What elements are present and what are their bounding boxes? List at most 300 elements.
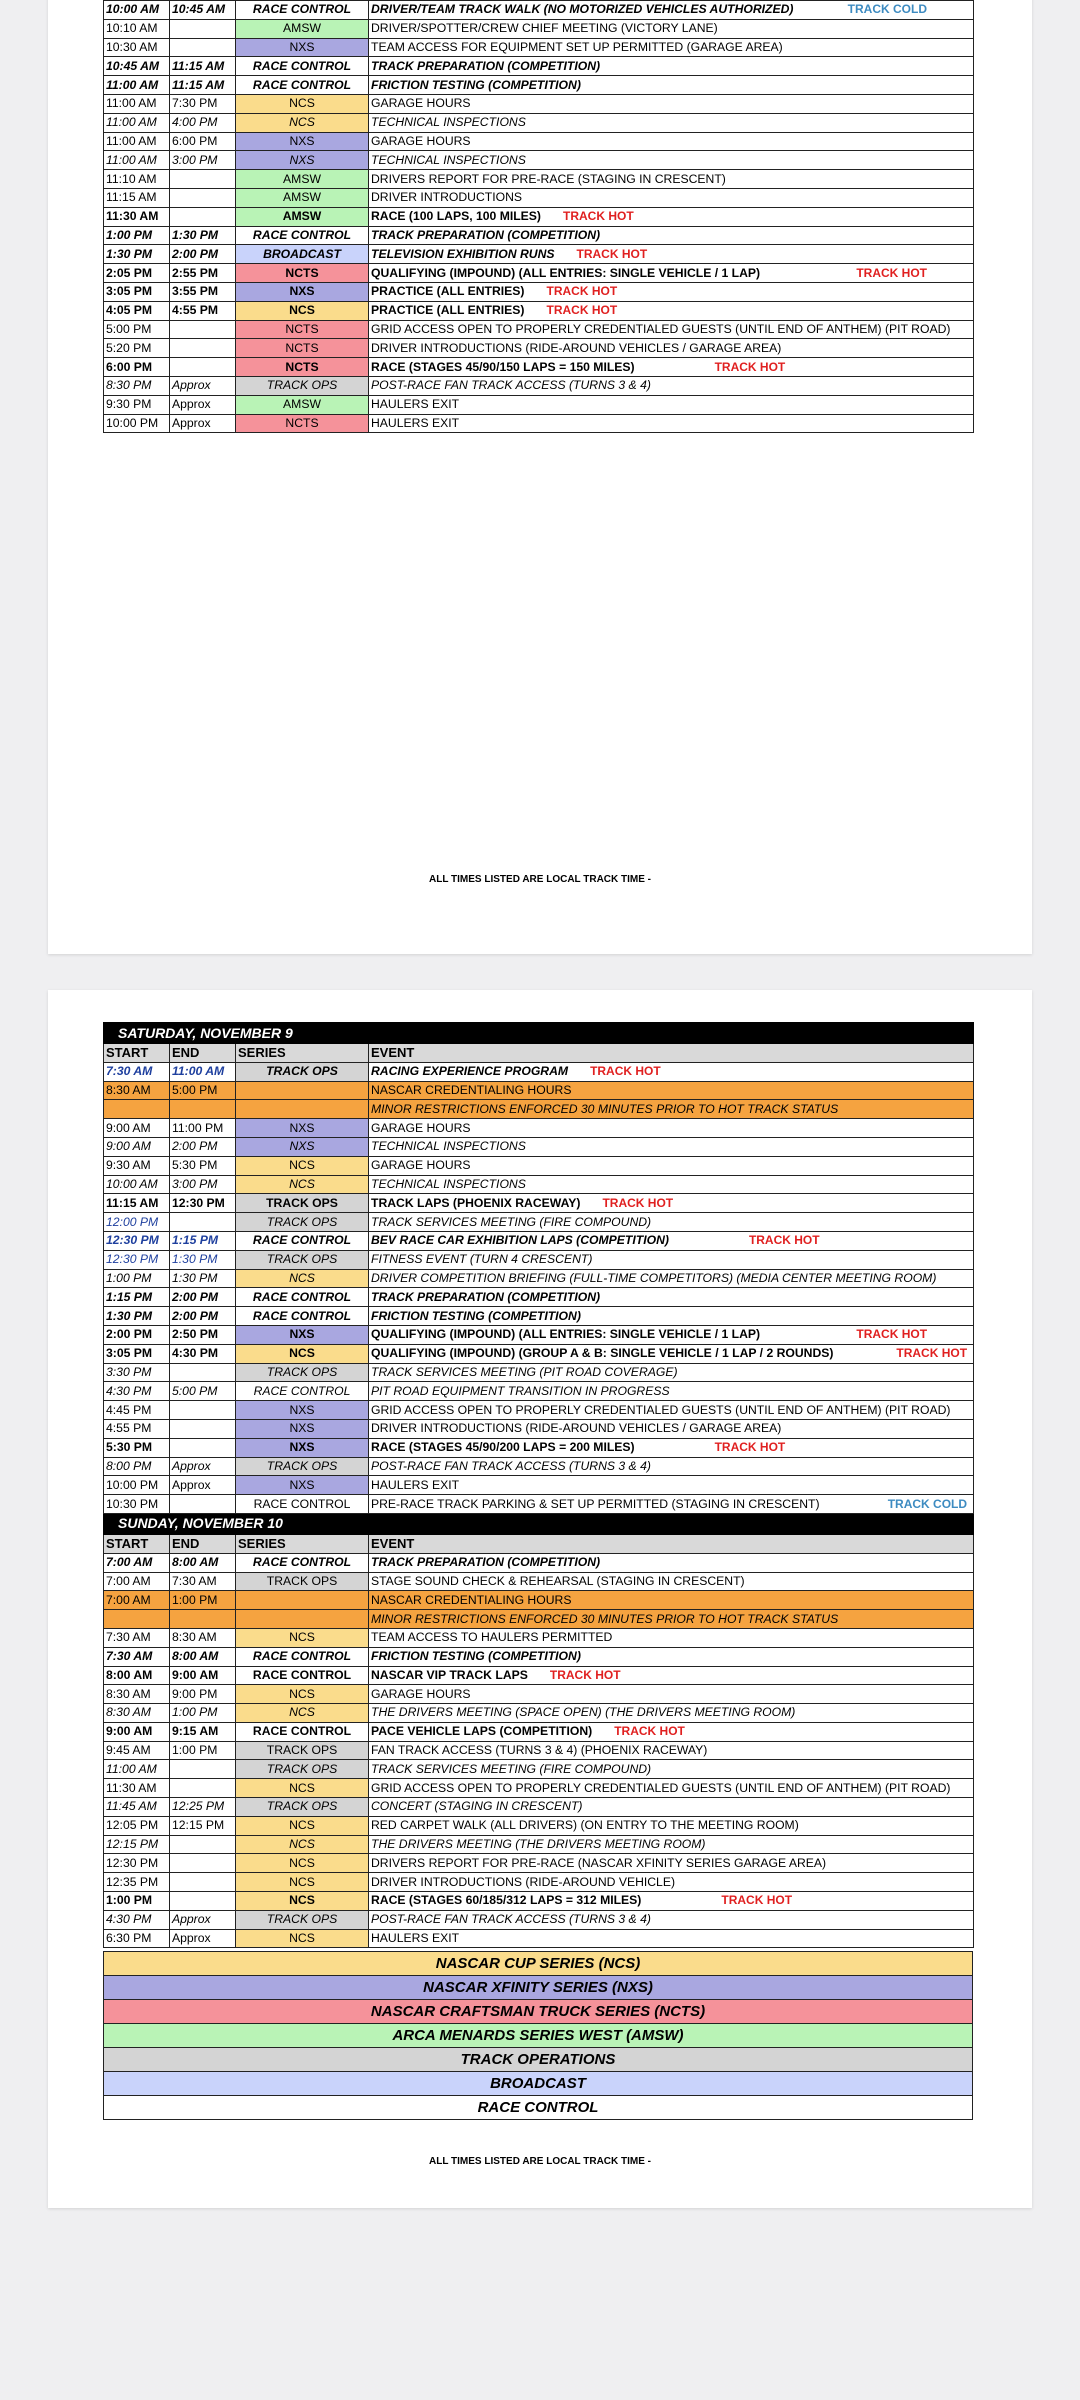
legend-row — [104, 2072, 973, 2096]
event-text: DRIVER/SPOTTER/CREW CHIEF MEETING (VICTORY LANE) — [371, 21, 718, 36]
schedule-row — [104, 1401, 974, 1420]
schedule-row — [104, 1288, 974, 1307]
event-text: DRIVERS REPORT FOR PRE-RACE (NASCAR XFINITY SERIES GARAGE AREA) — [371, 1855, 827, 1870]
event-text: POST-RACE FAN TRACK ACCESS (TURNS 3 & 4) — [371, 378, 651, 393]
end-time: 1:00 PM — [170, 1741, 236, 1760]
schedule-row — [104, 1100, 974, 1119]
event-cell — [369, 38, 974, 57]
event-cell — [369, 414, 974, 433]
start-time: 8:00 AM — [104, 1666, 170, 1685]
schedule-row — [104, 1495, 974, 1514]
series-cell: TRACK OPS — [236, 1194, 369, 1213]
series-cell: NCS — [236, 1269, 369, 1288]
series-cell: TRACK OPS — [236, 1250, 369, 1269]
series-cell: AMSW — [236, 19, 369, 38]
start-time: 12:35 PM — [104, 1873, 170, 1892]
event-cell — [369, 1363, 974, 1382]
event-text: STAGE SOUND CHECK & REHEARSAL (STAGING IN CRESCENT) — [371, 1573, 745, 1588]
schedule-row — [104, 1798, 974, 1817]
event-cell — [369, 1213, 974, 1232]
event-text: GRID ACCESS OPEN TO PROPERLY CREDENTIALED GUESTS (UNTIL END OF ANTHEM) (PIT ROAD) — [371, 1402, 951, 1417]
start-time: 11:30 AM — [104, 207, 170, 226]
schedule-row — [104, 1344, 974, 1363]
event-cell — [369, 1307, 974, 1326]
legend-item-ncs: NASCAR CUP SERIES (NCS) — [104, 1952, 973, 1976]
end-time — [170, 1873, 236, 1892]
end-time — [170, 1760, 236, 1779]
start-time: 12:00 PM — [104, 1213, 170, 1232]
series-cell: BROADCAST — [236, 245, 369, 264]
event-cell — [369, 1062, 974, 1081]
end-time: 2:50 PM — [170, 1325, 236, 1344]
start-time: 9:30 AM — [104, 1156, 170, 1175]
schedule-row — [104, 1816, 974, 1835]
event-cell — [369, 1572, 974, 1591]
event-cell — [369, 1457, 974, 1476]
start-time: 1:15 PM — [104, 1288, 170, 1307]
end-time: 9:15 AM — [170, 1722, 236, 1741]
track-hot-badge: TRACK HOT — [549, 1667, 621, 1682]
series-legend — [103, 1951, 973, 2120]
day-header-sunday — [104, 1513, 974, 1534]
end-time: 3:55 PM — [170, 282, 236, 301]
event-cell — [369, 1854, 974, 1873]
series-cell: NCS — [236, 1854, 369, 1873]
end-time: 11:15 AM — [170, 76, 236, 95]
track-hot-badge: TRACK HOT — [714, 1440, 786, 1455]
start-time: 7:00 AM — [104, 1591, 170, 1610]
event-text: GARAGE HOURS — [371, 96, 471, 111]
event-text: PACE VEHICLE LAPS (COMPETITION) — [371, 1724, 593, 1739]
event-text: FRICTION TESTING (COMPETITION) — [371, 1649, 581, 1664]
start-time: 4:30 PM — [104, 1910, 170, 1929]
event-cell — [369, 1382, 974, 1401]
schedule-row — [104, 1835, 974, 1854]
start-time: 4:30 PM — [104, 1382, 170, 1401]
end-time — [170, 1401, 236, 1420]
day-header-saturday — [104, 1023, 974, 1044]
start-time: 1:30 PM — [104, 1307, 170, 1326]
end-time: 2:00 PM — [170, 1288, 236, 1307]
series-cell: TRACK OPS — [236, 1741, 369, 1760]
event-text: TRACK SERVICES MEETING (FIRE COMPOUND) — [371, 1214, 652, 1229]
event-cell — [369, 1760, 974, 1779]
start-time — [104, 1100, 170, 1119]
schedule-row — [104, 1457, 974, 1476]
schedule-row — [104, 1779, 974, 1798]
start-time: 4:05 PM — [104, 301, 170, 320]
event-text: RED CARPET WALK (ALL DRIVERS) (ON ENTRY TO THE MEETING ROOM) — [371, 1818, 799, 1833]
schedule-row — [104, 245, 974, 264]
series-cell: AMSW — [236, 170, 369, 189]
event-cell — [369, 358, 974, 377]
series-cell: AMSW — [236, 188, 369, 207]
schedule-row — [104, 151, 974, 170]
event-cell — [369, 1647, 974, 1666]
start-time: 8:00 PM — [104, 1457, 170, 1476]
schedule-row — [104, 1591, 974, 1610]
schedule-row — [104, 1, 974, 20]
start-time: 3:30 PM — [104, 1363, 170, 1382]
event-text: PIT ROAD EQUIPMENT TRANSITION IN PROGRESS — [371, 1383, 670, 1398]
start-time: 12:30 PM — [104, 1231, 170, 1250]
series-cell: RACE CONTROL — [236, 1666, 369, 1685]
series-cell: NCTS — [236, 358, 369, 377]
col-start: START — [104, 1044, 170, 1063]
schedule-row — [104, 1062, 974, 1081]
series-cell: TRACK OPS — [236, 1910, 369, 1929]
end-time: 1:00 PM — [170, 1704, 236, 1723]
event-text: HAULERS EXIT — [371, 397, 460, 412]
schedule-row — [104, 1610, 974, 1629]
series-cell: NCS — [236, 94, 369, 113]
col-end: END — [170, 1044, 236, 1063]
start-time: 11:00 AM — [104, 113, 170, 132]
start-time — [104, 1610, 170, 1629]
event-text: TRACK PREPARATION (COMPETITION) — [371, 1555, 601, 1570]
start-time: 7:30 AM — [104, 1647, 170, 1666]
series-cell: NCS — [236, 1779, 369, 1798]
event-text: FAN TRACK ACCESS (TURNS 3 & 4) (PHOENIX RACEWAY) — [371, 1743, 708, 1758]
end-time — [170, 1100, 236, 1119]
event-text: DRIVER INTRODUCTIONS (RIDE-AROUND VEHICLES / GARAGE AREA) — [371, 1421, 782, 1436]
start-time: 8:30 AM — [104, 1081, 170, 1100]
event-text: TECHNICAL INSPECTIONS — [371, 152, 526, 167]
series-cell: NCS — [236, 301, 369, 320]
schedule-row — [104, 1325, 974, 1344]
schedule-row — [104, 358, 974, 377]
event-text: QUALIFYING (IMPOUND) (ALL ENTRIES: SINGLE VEHICLE / 1 LAP) — [371, 1327, 761, 1342]
series-cell: RACE CONTROL — [236, 1382, 369, 1401]
end-time: 10:45 AM — [170, 1, 236, 20]
event-cell — [369, 76, 974, 95]
event-cell — [369, 282, 974, 301]
end-time: 3:00 PM — [170, 151, 236, 170]
event-cell — [369, 1722, 974, 1741]
series-cell: RACE CONTROL — [236, 1231, 369, 1250]
start-time: 3:05 PM — [104, 1344, 170, 1363]
legend-row — [104, 2096, 973, 2120]
track-hot-badge: TRACK HOT — [748, 1233, 820, 1248]
event-cell — [369, 1476, 974, 1495]
day-title: SUNDAY, NOVEMBER 10 — [104, 1513, 974, 1534]
series-cell: RACE CONTROL — [236, 1647, 369, 1666]
start-time: 9:00 AM — [104, 1137, 170, 1156]
start-time: 10:00 AM — [104, 1175, 170, 1194]
end-time: 7:30 PM — [170, 94, 236, 113]
event-cell — [369, 113, 974, 132]
series-cell — [236, 1081, 369, 1100]
end-time: 11:00 PM — [170, 1119, 236, 1138]
end-time — [170, 1779, 236, 1798]
event-text: RACING EXPERIENCE PROGRAM — [371, 1064, 569, 1079]
event-cell — [369, 1910, 974, 1929]
track-cold-badge: TRACK COLD — [847, 2, 927, 17]
event-text: DRIVERS REPORT FOR PRE-RACE (STAGING IN CRESCENT) — [371, 171, 726, 186]
legend-item-amsw: ARCA MENARDS SERIES WEST (AMSW) — [104, 2024, 973, 2048]
series-cell: NXS — [236, 1325, 369, 1344]
schedule-row — [104, 188, 974, 207]
schedule-row — [104, 339, 974, 358]
event-text: RACE (100 LAPS, 100 MILES) — [371, 209, 541, 224]
start-time: 4:55 PM — [104, 1419, 170, 1438]
schedule-row — [104, 76, 974, 95]
start-time: 7:00 AM — [104, 1572, 170, 1591]
schedule-row — [104, 113, 974, 132]
end-time — [170, 1892, 236, 1911]
track-hot-badge: TRACK HOT — [590, 1064, 661, 1079]
end-time: 12:25 PM — [170, 1798, 236, 1817]
series-cell: NXS — [236, 1476, 369, 1495]
schedule-row — [104, 376, 974, 395]
legend-row — [104, 1952, 973, 1976]
schedule-row — [104, 94, 974, 113]
event-cell — [369, 1666, 974, 1685]
event-cell — [369, 1344, 974, 1363]
event-text: RACE (STAGES 60/185/312 LAPS = 312 MILES) — [371, 1893, 642, 1908]
event-cell — [369, 1100, 974, 1119]
start-time: 9:00 AM — [104, 1722, 170, 1741]
event-text: PRACTICE (ALL ENTRIES) — [371, 303, 525, 318]
series-cell: NCS — [236, 1892, 369, 1911]
end-time: 2:00 PM — [170, 1307, 236, 1326]
end-time: Approx — [170, 1457, 236, 1476]
schedule-row — [104, 1194, 974, 1213]
event-cell — [369, 376, 974, 395]
schedule-row — [104, 395, 974, 414]
end-time — [170, 1495, 236, 1514]
event-text: HAULERS EXIT — [371, 1931, 460, 1946]
col-series: SERIES — [236, 1534, 369, 1553]
event-cell — [369, 1553, 974, 1572]
schedule-row — [104, 1213, 974, 1232]
event-text: GARAGE HOURS — [371, 1120, 471, 1135]
event-cell — [369, 395, 974, 414]
start-time: 11:15 AM — [104, 1194, 170, 1213]
schedule-row — [104, 1929, 974, 1948]
schedule-page-1 — [48, 0, 1032, 954]
schedule-row — [104, 1553, 974, 1572]
schedule-row — [104, 1647, 974, 1666]
start-time: 9:00 AM — [104, 1119, 170, 1138]
series-cell: NCS — [236, 1873, 369, 1892]
event-cell — [369, 1816, 974, 1835]
schedule-row — [104, 226, 974, 245]
track-hot-badge: TRACK HOT — [563, 209, 634, 224]
footnote: ALL TIMES LISTED ARE LOCAL TRACK TIME - — [428, 874, 652, 885]
event-text: DRIVER INTRODUCTIONS (RIDE-AROUND VEHICLES / GARAGE AREA) — [371, 340, 782, 355]
start-time: 2:00 PM — [104, 1325, 170, 1344]
series-cell: TRACK OPS — [236, 1363, 369, 1382]
end-time: Approx — [170, 1929, 236, 1948]
series-cell: NCTS — [236, 414, 369, 433]
end-time — [170, 1610, 236, 1629]
schedule-row — [104, 132, 974, 151]
end-time: 1:30 PM — [170, 1269, 236, 1288]
schedule-row — [104, 1438, 974, 1457]
event-text: NASCAR CREDENTIALING HOURS — [371, 1082, 572, 1097]
end-time: 6:00 PM — [170, 132, 236, 151]
event-text: TEAM ACCESS FOR EQUIPMENT SET UP PERMITTED (GARAGE AREA) — [371, 39, 783, 54]
end-time: 1:00 PM — [170, 1591, 236, 1610]
start-time: 11:00 AM — [104, 1760, 170, 1779]
schedule-row — [104, 320, 974, 339]
end-time: 9:00 PM — [170, 1685, 236, 1704]
col-start: START — [104, 1534, 170, 1553]
start-time: 1:30 PM — [104, 245, 170, 264]
event-text: PRACTICE (ALL ENTRIES) — [371, 284, 525, 299]
schedule-row — [104, 414, 974, 433]
event-cell — [369, 1741, 974, 1760]
event-text: TRACK PREPARATION (COMPETITION) — [371, 1289, 601, 1304]
start-time: 11:10 AM — [104, 170, 170, 189]
schedule-row — [104, 1156, 974, 1175]
event-cell — [369, 1231, 974, 1250]
schedule-row — [104, 207, 974, 226]
event-cell — [369, 1419, 974, 1438]
series-cell: NXS — [236, 1419, 369, 1438]
schedule-row — [104, 57, 974, 76]
event-cell — [369, 188, 974, 207]
end-time: 8:00 AM — [170, 1647, 236, 1666]
series-cell: TRACK OPS — [236, 1572, 369, 1591]
schedule-row — [104, 1382, 974, 1401]
schedule-table-weekend — [103, 1022, 974, 1948]
end-time: 11:00 AM — [170, 1062, 236, 1081]
event-text: QUALIFYING (IMPOUND) (GROUP A & B: SINGLE VEHICLE / 1 LAP / 2 ROUNDS) — [371, 1346, 834, 1361]
start-time: 10:30 AM — [104, 38, 170, 57]
end-time: 2:55 PM — [170, 264, 236, 283]
series-cell: NXS — [236, 1119, 369, 1138]
series-cell: RACE CONTROL — [236, 76, 369, 95]
series-cell: NCS — [236, 113, 369, 132]
end-time — [170, 1854, 236, 1873]
schedule-row — [104, 1175, 974, 1194]
series-cell: RACE CONTROL — [236, 1722, 369, 1741]
schedule-row — [104, 1628, 974, 1647]
event-text: GRID ACCESS OPEN TO PROPERLY CREDENTIALED GUESTS (UNTIL END OF ANTHEM) (PIT ROAD) — [371, 321, 951, 336]
event-cell — [369, 1628, 974, 1647]
end-time — [170, 1438, 236, 1457]
event-cell — [369, 1704, 974, 1723]
start-time: 1:00 PM — [104, 226, 170, 245]
end-time: 12:15 PM — [170, 1816, 236, 1835]
end-time: 8:30 AM — [170, 1628, 236, 1647]
end-time: 3:00 PM — [170, 1175, 236, 1194]
start-time: 11:00 AM — [104, 76, 170, 95]
event-cell — [369, 264, 974, 283]
end-time: 4:55 PM — [170, 301, 236, 320]
series-cell: NXS — [236, 1438, 369, 1457]
start-time: 8:30 AM — [104, 1704, 170, 1723]
footnote: ALL TIMES LISTED ARE LOCAL TRACK TIME - — [428, 2156, 652, 2167]
start-time: 6:30 PM — [104, 1929, 170, 1948]
series-cell: NCS — [236, 1628, 369, 1647]
end-time: Approx — [170, 414, 236, 433]
start-time: 1:00 PM — [104, 1892, 170, 1911]
start-time: 1:00 PM — [104, 1269, 170, 1288]
event-text: DRIVER COMPETITION BRIEFING (FULL-TIME COMPETITORS) (MEDIA CENTER MEETING ROOM) — [371, 1270, 937, 1285]
series-cell — [236, 1591, 369, 1610]
end-time: 5:00 PM — [170, 1081, 236, 1100]
event-cell — [369, 1779, 974, 1798]
event-text: DRIVER/TEAM TRACK WALK (NO MOTORIZED VEHICLES AUTHORIZED) — [371, 2, 794, 17]
col-event: EVENT — [369, 1534, 974, 1553]
event-text: TECHNICAL INSPECTIONS — [371, 1176, 526, 1191]
series-cell: NCTS — [236, 320, 369, 339]
end-time: 2:00 PM — [170, 245, 236, 264]
end-time: 8:00 AM — [170, 1553, 236, 1572]
track-hot-badge: TRACK HOT — [602, 1195, 674, 1210]
start-time: 6:00 PM — [104, 358, 170, 377]
series-cell: NXS — [236, 1401, 369, 1420]
series-cell: NCS — [236, 1175, 369, 1194]
start-time: 10:00 PM — [104, 414, 170, 433]
end-time — [170, 339, 236, 358]
day-title: SATURDAY, NOVEMBER 9 — [104, 1023, 974, 1044]
series-cell — [236, 1100, 369, 1119]
legend-row — [104, 2024, 973, 2048]
schedule-row — [104, 1892, 974, 1911]
end-time — [170, 358, 236, 377]
event-text: POST-RACE FAN TRACK ACCESS (TURNS 3 & 4) — [371, 1912, 651, 1927]
legend-item-nxs: NASCAR XFINITY SERIES (NXS) — [104, 1976, 973, 2000]
end-time — [170, 170, 236, 189]
series-cell: TRACK OPS — [236, 1062, 369, 1081]
track-hot-badge: TRACK HOT — [856, 265, 927, 280]
track-cold-badge: TRACK COLD — [887, 1496, 968, 1511]
series-cell: RACE CONTROL — [236, 1288, 369, 1307]
start-time: 8:30 AM — [104, 1685, 170, 1704]
schedule-row — [104, 1419, 974, 1438]
schedule-row — [104, 1250, 974, 1269]
end-time: 7:30 AM — [170, 1572, 236, 1591]
event-text: GARAGE HOURS — [371, 133, 471, 148]
start-time: 11:00 AM — [104, 151, 170, 170]
series-cell: TRACK OPS — [236, 1798, 369, 1817]
start-time: 10:00 PM — [104, 1476, 170, 1495]
start-time: 12:15 PM — [104, 1835, 170, 1854]
track-hot-badge: TRACK HOT — [576, 246, 648, 261]
start-time: 11:15 AM — [104, 188, 170, 207]
event-cell — [369, 1269, 974, 1288]
series-cell: NXS — [236, 132, 369, 151]
schedule-page-2 — [48, 990, 1032, 2208]
event-text: QUALIFYING (IMPOUND) (ALL ENTRIES: SINGLE VEHICLE / 1 LAP) — [371, 265, 761, 280]
schedule-table-friday — [103, 0, 974, 433]
col-end: END — [170, 1534, 236, 1553]
start-time: 5:30 PM — [104, 1438, 170, 1457]
legend-item-trackops: TRACK OPERATIONS — [104, 2048, 973, 2072]
event-text: TRACK PREPARATION (COMPETITION) — [371, 58, 601, 73]
event-text: RACE (STAGES 45/90/200 LAPS = 200 MILES) — [371, 1440, 635, 1455]
series-cell: TRACK OPS — [236, 1457, 369, 1476]
col-event: EVENT — [369, 1044, 974, 1063]
event-cell — [369, 1119, 974, 1138]
start-time: 11:00 AM — [104, 132, 170, 151]
end-time: 4:30 PM — [170, 1344, 236, 1363]
end-time — [170, 1213, 236, 1232]
event-cell — [369, 1892, 974, 1911]
series-cell: NCTS — [236, 264, 369, 283]
event-text: HAULERS EXIT — [371, 1477, 460, 1492]
column-header-row — [104, 1534, 974, 1553]
legend-item-ncts: NASCAR CRAFTSMAN TRUCK SERIES (NCTS) — [104, 2000, 973, 2024]
event-cell — [369, 1929, 974, 1948]
end-time: 1:30 PM — [170, 1250, 236, 1269]
column-header-row — [104, 1044, 974, 1063]
event-cell — [369, 1325, 974, 1344]
